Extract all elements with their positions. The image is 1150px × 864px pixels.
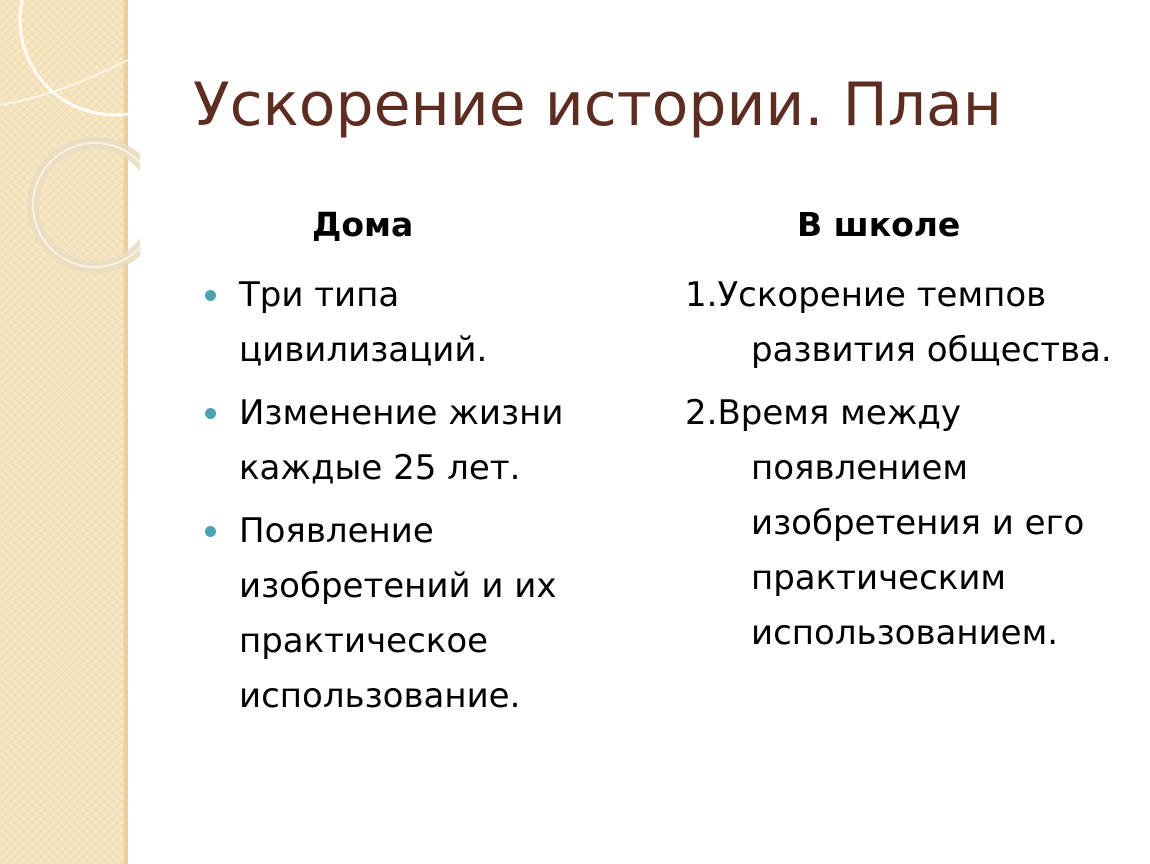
decorative-circles (0, 0, 140, 300)
left-list-item (205, 386, 615, 496)
left-list-item-text: Три типа цивилизаций. (239, 275, 488, 370)
left-column-heading: Дома (312, 205, 414, 244)
right-list-item: 2.Время между появлением изобретения и его практическим использованием. (685, 393, 1085, 653)
left-list-item-text: Появление изобретений и их практическое использование. (239, 511, 557, 716)
decor-circle-ring (33, 143, 140, 267)
right-list-item: 1.Ускорение темпов развития общества. (685, 275, 1112, 370)
decor-arc (0, 60, 128, 105)
slide-title: Ускорение истории. План (193, 70, 1003, 140)
bullet-dot-icon (205, 526, 216, 537)
right-numbered-list (685, 268, 1125, 669)
left-list-item-text: Изменение жизни каждые 25 лет. (239, 393, 564, 488)
left-bullet-list (205, 268, 615, 732)
left-list-item (205, 268, 615, 378)
right-column-heading: В школе (797, 205, 961, 244)
bullet-dot-icon (205, 408, 216, 419)
bullet-dot-icon (205, 290, 216, 301)
left-list-item (205, 504, 615, 724)
decor-circle-large (20, 0, 140, 115)
